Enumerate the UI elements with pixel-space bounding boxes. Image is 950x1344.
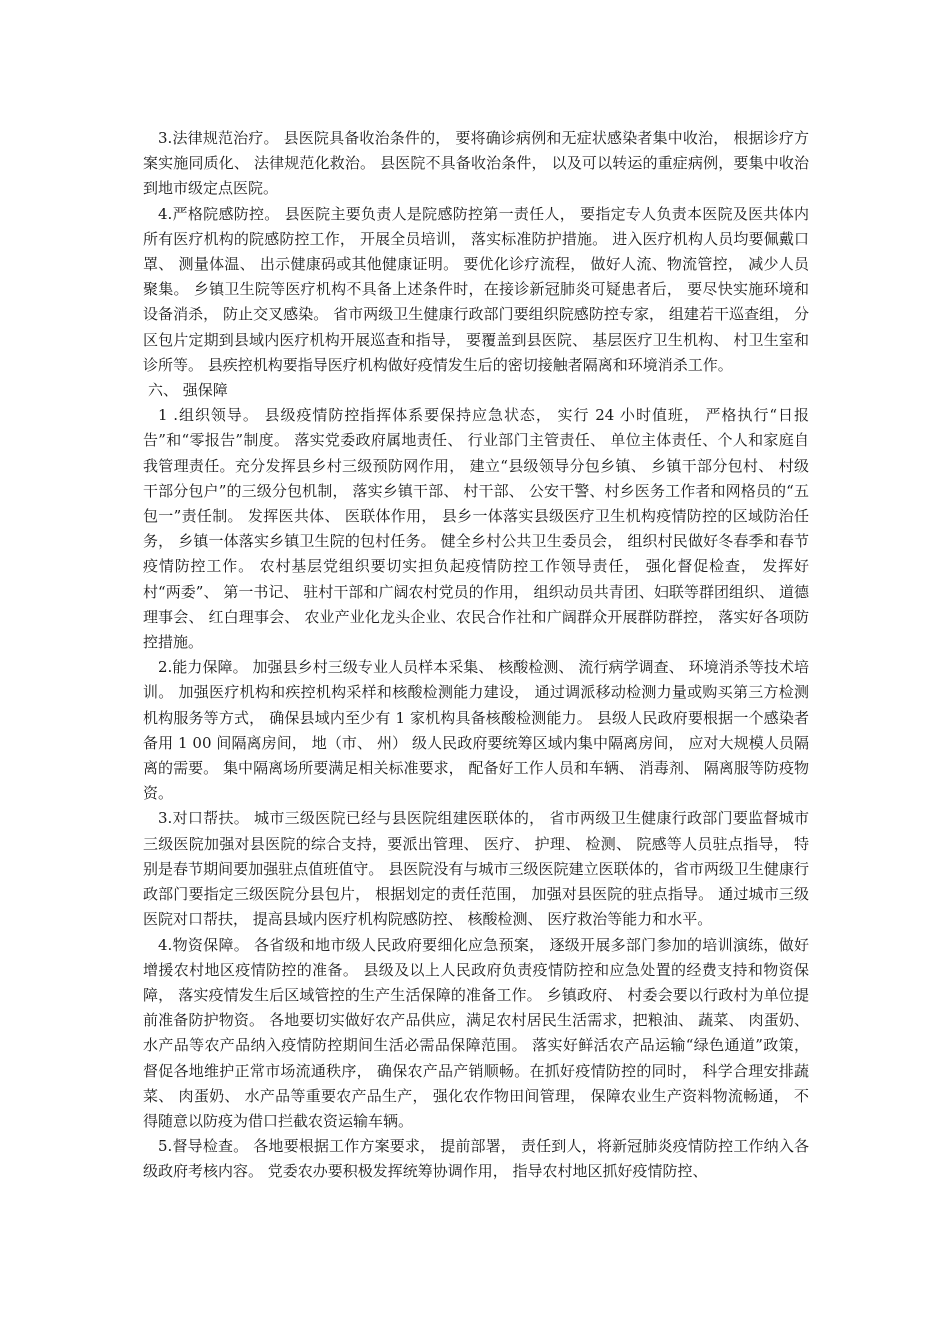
paragraph-capacity-support: 2.能力保障。 加强县乡村三级专业人员样本采集、 核酸检测、 流行病学调查、 环境消杀等技术培训。 加强医疗机构和疾控机构采样和核酸检测能力建设， 通过调派移动检测力量或购买第三方检测机构服务等方式， 确保县域内至少有 1 家机构具备核酸检测能力。 县级人民政府要根据一个感染者备用 1 00 间隔离房间， 地（市、 州） 级人民政府要统筹区域内集中隔离房间， 应对大规模人员隔离的需要。 集中隔离场所要满足相关标准要求， 配备好工作人员和车辆、 消毒剂、 隔离服等防疫物资。: [143, 658, 809, 803]
paragraph-infection-control: 4.严格院感防控。 县医院主要负责人是院感防控第一责任人， 要指定专人负责本医院及医共体内所有医疗机构的院感防控工作， 开展全员培训， 落实标准防护措施。 进入医疗机构人员均要佩戴口罩、 测量体温、 出示健康码或其他健康证明。 要优化诊疗流程， 做好人流、物流管控， 减少人员聚集。 乡镇卫生院等医疗机构不具备上述条件时，在接诊新冠肺炎可疑患者后， 要尽快实施环境和设备消杀， 防止交叉感染。 省市两级卫生健康行政部门要组织院感防控专家， 组建若干巡查组， 分区包片定期到县域内医疗机构开展巡查和指导， 要覆盖到县医院、 基层医疗卫生机构、 村卫生室和诊所等。 县疾控机构要指导医疗机构做好疫情发生后的密切接触者隔离和环境消杀工作。: [143, 204, 809, 374]
paragraph-legal-treatment: 3.法律规范治疗。 县医院具备收治条件的， 要将确诊病例和无症状感染者集中收治， 根据诊疗方案实施同质化、 法律规范化救治。 县医院不具备收治条件， 以及可以转运的重症病例，要集中收治到地市级定点医院。: [143, 129, 809, 198]
paragraph-paired-assistance: 3.对口帮扶。 城市三级医院已经与县医院组建医联体的， 省市两级卫生健康行政部门要监督城市三级医院加强对县医院的综合支持，要派出管理、 医疗、 护理、 检测、 院感等人员驻点指导， 特别是春节期间要加强驻点值班值守。 县医院没有与城市三级医院建立医联体的，省市两级卫生健康行政部门要指定三级医院分县包片， 根据划定的责任范围， 加强对县医院的驻点指导。 通过城市三级医院对口帮扶， 提高县域内医疗机构院感防控、 核酸检测、 医疗救治等能力和水平。: [143, 809, 809, 929]
document-body: [143, 126, 809, 1185]
section-heading: 六、 强保障: [148, 381, 228, 400]
paragraph-organization-leadership: 1 .组织领导。 县级疫情防控指挥体系要保持应急状态， 实行 24 小时值班， 严格执行“日报告”和“零报告”制度。 落实党委政府属地责任、 行业部门主管责任、 单位主体责任、个人和家庭自我管理责任。充分发挥县乡村三级预防网作用， 建立“县级领导分包乡镇、 乡镇干部分包村、 村级干部分包户”的三级分包机制， 落实乡镇干部、 村干部、 公安干警、村乡医务工作者和网格员的“五包一”责任制。 发挥医共体、 医联体作用， 县乡一体落实县级医疗卫生机构疫情防控的区域防治任务， 乡镇一体落实乡镇卫生院的包村任务。 健全乡村公共卫生委员会， 组织村民做好冬春季和春节疫情防控工作。 农村基层党组织要切实担负起疫情防控工作领导责任， 强化督促检查， 发挥好村“两委”、 第一书记、 驻村干部和广阔农村党员的作用， 组织动员共青团、妇联等群团组织、 道德理事会、 红白理事会、 农业产业化龙头企业、农民合作社和广阔群众开展群防群控， 落实好各项防控措施。: [143, 406, 809, 652]
paragraph-supervision-inspection: 5.督导检查。 各地要根据工作方案要求， 提前部署， 责任到人，将新冠肺炎疫情防控工作纳入各级政府考核内容。 党委农办要积极发挥统筹协调作用， 指导农村地区抓好疫情防控、: [143, 1137, 809, 1181]
paragraph-material-support: 4.物资保障。 各省级和地市级人民政府要细化应急预案， 逐级开展多部门参加的培训演练，做好增援农村地区疫情防控的准备。 县级及以上人民政府负责疫情防控和应急处置的经费支持和物资保障， 落实疫情发生后区域管控的生产生活保障的准备工作。 乡镇政府、 村委会要以行政村为单位提前准备防护物资。 各地要切实做好农产品供应，满足农村居民生活需求，把粮油、 蔬菜、 肉蛋奶、 水产品等农产品纳入疫情防控期间生活必需品保障范围。 落实好鲜活农产品运输“绿色通道”政策， 督促各地维护正常市场流通秩序， 确保农产品产销顺畅。在抓好疫情防控的同时， 科学合理安排蔬菜、 肉蛋奶、 水产品等重要农产品生产， 强化农作物田间管理， 保障农业生产资料物流畅通， 不得随意以防疫为借口拦截农资运输车辆。: [143, 935, 809, 1130]
